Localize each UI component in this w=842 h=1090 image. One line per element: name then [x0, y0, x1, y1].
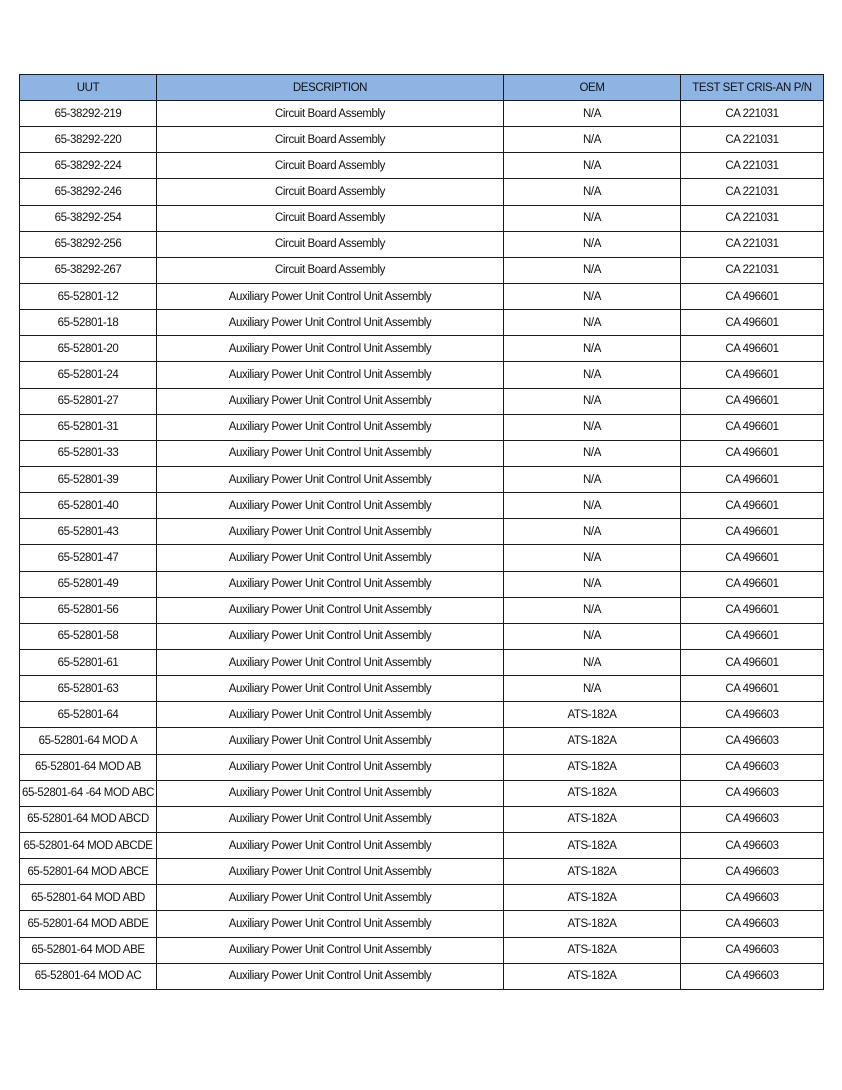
uut-cell: 65-52801-24 — [20, 362, 157, 388]
oem-cell: N/A — [504, 519, 681, 545]
description-cell: Auxiliary Power Unit Control Unit Assembly — [157, 937, 504, 963]
uut-cell: 65-52801-43 — [20, 519, 157, 545]
table-row — [20, 702, 824, 728]
description-cell: Auxiliary Power Unit Control Unit Assembly — [157, 310, 504, 336]
table-row — [20, 806, 824, 832]
uut-cell: 65-52801-33 — [20, 440, 157, 466]
table-row — [20, 545, 824, 571]
oem-cell: N/A — [504, 623, 681, 649]
test-set-cell: CA 496603 — [681, 911, 824, 937]
test-set-cell: CA 496603 — [681, 754, 824, 780]
description-cell: Auxiliary Power Unit Control Unit Assembly — [157, 623, 504, 649]
table-row — [20, 754, 824, 780]
test-set-cell: CA 496601 — [681, 493, 824, 519]
uut-cell: 65-52801-64 MOD ABCD — [20, 806, 157, 832]
uut-cell: 65-52801-40 — [20, 493, 157, 519]
uut-cell: 65-52801-64 MOD ABE — [20, 937, 157, 963]
description-cell: Auxiliary Power Unit Control Unit Assembly — [157, 336, 504, 362]
description-cell: Circuit Board Assembly — [157, 101, 504, 127]
test-set-cell: CA 496603 — [681, 832, 824, 858]
test-set-cell: CA 496601 — [681, 623, 824, 649]
uut-cell: 65-52801-47 — [20, 545, 157, 571]
uut-cell: 65-38292-267 — [20, 257, 157, 283]
test-set-cell: CA 496601 — [681, 362, 824, 388]
oem-cell: ATS-182A — [504, 780, 681, 806]
table-body — [20, 101, 824, 990]
description-cell: Circuit Board Assembly — [157, 153, 504, 179]
table-row — [20, 911, 824, 937]
description-cell: Auxiliary Power Unit Control Unit Assembly — [157, 466, 504, 492]
oem-cell: N/A — [504, 231, 681, 257]
oem-cell: N/A — [504, 153, 681, 179]
table-row — [20, 649, 824, 675]
oem-cell: ATS-182A — [504, 728, 681, 754]
test-set-cell: CA 496601 — [681, 310, 824, 336]
description-cell: Auxiliary Power Unit Control Unit Assembly — [157, 597, 504, 623]
col-header-test-set: TEST SET CRIS-AN P/N — [681, 75, 824, 101]
oem-cell: ATS-182A — [504, 806, 681, 832]
table-row — [20, 231, 824, 257]
table-row — [20, 885, 824, 911]
description-cell: Auxiliary Power Unit Control Unit Assembly — [157, 911, 504, 937]
table-row — [20, 623, 824, 649]
oem-cell: N/A — [504, 336, 681, 362]
description-cell: Auxiliary Power Unit Control Unit Assembly — [157, 754, 504, 780]
description-cell: Auxiliary Power Unit Control Unit Assembly — [157, 885, 504, 911]
description-cell: Auxiliary Power Unit Control Unit Assembly — [157, 859, 504, 885]
table-row — [20, 440, 824, 466]
test-set-cell: CA 496601 — [681, 649, 824, 675]
oem-cell: N/A — [504, 571, 681, 597]
uut-cell: 65-52801-64 MOD AC — [20, 963, 157, 989]
uut-cell: 65-52801-64 MOD A — [20, 728, 157, 754]
oem-cell: ATS-182A — [504, 885, 681, 911]
table-row — [20, 571, 824, 597]
test-set-cell: CA 496601 — [681, 440, 824, 466]
uut-cell: 65-52801-64 MOD ABCDE — [20, 832, 157, 858]
uut-cell: 65-52801-64 MOD ABDE — [20, 911, 157, 937]
table-row — [20, 362, 824, 388]
table-row — [20, 388, 824, 414]
description-cell: Auxiliary Power Unit Control Unit Assembly — [157, 571, 504, 597]
test-set-cell: CA 496603 — [681, 937, 824, 963]
oem-cell: N/A — [504, 545, 681, 571]
uut-cell: 65-38292-256 — [20, 231, 157, 257]
test-set-cell: CA 221031 — [681, 179, 824, 205]
oem-cell: N/A — [504, 283, 681, 309]
uut-cell: 65-38292-220 — [20, 127, 157, 153]
oem-cell: ATS-182A — [504, 911, 681, 937]
oem-cell: N/A — [504, 101, 681, 127]
test-set-cell: CA 496603 — [681, 806, 824, 832]
uut-cell: 65-38292-224 — [20, 153, 157, 179]
oem-cell: N/A — [504, 179, 681, 205]
uut-cell: 65-52801-49 — [20, 571, 157, 597]
oem-cell: ATS-182A — [504, 832, 681, 858]
oem-cell: N/A — [504, 257, 681, 283]
uut-cell: 65-52801-27 — [20, 388, 157, 414]
description-cell: Circuit Board Assembly — [157, 257, 504, 283]
table-row — [20, 937, 824, 963]
table-row — [20, 597, 824, 623]
test-set-cell: CA 496601 — [681, 571, 824, 597]
table-row — [20, 127, 824, 153]
table-row — [20, 336, 824, 362]
oem-cell: ATS-182A — [504, 963, 681, 989]
uut-cell: 65-52801-18 — [20, 310, 157, 336]
test-set-cell: CA 496601 — [681, 466, 824, 492]
test-set-cell: CA 496603 — [681, 780, 824, 806]
table-row — [20, 728, 824, 754]
uut-cell: 65-52801-12 — [20, 283, 157, 309]
test-set-cell: CA 496603 — [681, 885, 824, 911]
uut-cell: 65-52801-56 — [20, 597, 157, 623]
table-row — [20, 205, 824, 231]
description-cell: Auxiliary Power Unit Control Unit Assembly — [157, 545, 504, 571]
description-cell: Auxiliary Power Unit Control Unit Assembly — [157, 414, 504, 440]
uut-cell: 65-38292-254 — [20, 205, 157, 231]
test-set-cell: CA 496601 — [681, 414, 824, 440]
description-cell: Auxiliary Power Unit Control Unit Assembly — [157, 493, 504, 519]
uut-cell: 65-52801-64 — [20, 702, 157, 728]
table-row — [20, 780, 824, 806]
table-row — [20, 414, 824, 440]
test-set-cell: CA 496601 — [681, 283, 824, 309]
table-row — [20, 676, 824, 702]
oem-cell: ATS-182A — [504, 937, 681, 963]
oem-cell: N/A — [504, 127, 681, 153]
description-cell: Auxiliary Power Unit Control Unit Assembly — [157, 676, 504, 702]
oem-cell: N/A — [504, 440, 681, 466]
oem-cell: N/A — [504, 493, 681, 519]
description-cell: Auxiliary Power Unit Control Unit Assembly — [157, 780, 504, 806]
table-row — [20, 310, 824, 336]
oem-cell: N/A — [504, 414, 681, 440]
table-row — [20, 963, 824, 989]
table-row — [20, 283, 824, 309]
test-set-cell: CA 221031 — [681, 127, 824, 153]
test-set-cell: CA 221031 — [681, 231, 824, 257]
test-set-cell: CA 496601 — [681, 519, 824, 545]
table-row — [20, 257, 824, 283]
table-row — [20, 832, 824, 858]
oem-cell: N/A — [504, 362, 681, 388]
header-row — [20, 75, 824, 101]
table-row — [20, 493, 824, 519]
oem-cell: N/A — [504, 310, 681, 336]
uut-cell: 65-52801-64 -64 MOD ABC — [20, 780, 157, 806]
table-row — [20, 179, 824, 205]
test-set-cell: CA 496601 — [681, 336, 824, 362]
table-row — [20, 466, 824, 492]
description-cell: Auxiliary Power Unit Control Unit Assembly — [157, 362, 504, 388]
test-set-cell: CA 496601 — [681, 545, 824, 571]
uut-cell: 65-38292-219 — [20, 101, 157, 127]
uut-cell: 65-52801-64 MOD AB — [20, 754, 157, 780]
oem-cell: N/A — [504, 466, 681, 492]
description-cell: Auxiliary Power Unit Control Unit Assembly — [157, 806, 504, 832]
uut-cell: 65-52801-31 — [20, 414, 157, 440]
uut-cell: 65-52801-58 — [20, 623, 157, 649]
test-set-cell: CA 496601 — [681, 597, 824, 623]
table-row — [20, 859, 824, 885]
oem-cell: N/A — [504, 676, 681, 702]
oem-cell: ATS-182A — [504, 754, 681, 780]
test-set-cell: CA 221031 — [681, 153, 824, 179]
oem-cell: N/A — [504, 649, 681, 675]
description-cell: Auxiliary Power Unit Control Unit Assembly — [157, 440, 504, 466]
description-cell: Auxiliary Power Unit Control Unit Assembly — [157, 649, 504, 675]
oem-cell: N/A — [504, 597, 681, 623]
description-cell: Auxiliary Power Unit Control Unit Assembly — [157, 388, 504, 414]
uut-cell: 65-52801-39 — [20, 466, 157, 492]
test-set-cell: CA 496603 — [681, 728, 824, 754]
col-header-description: DESCRIPTION — [157, 75, 504, 101]
description-cell: Auxiliary Power Unit Control Unit Assembly — [157, 283, 504, 309]
description-cell: Circuit Board Assembly — [157, 127, 504, 153]
uut-cell: 65-52801-64 MOD ABCE — [20, 859, 157, 885]
table-row — [20, 519, 824, 545]
test-set-cell: CA 496603 — [681, 702, 824, 728]
test-set-cell: CA 221031 — [681, 257, 824, 283]
uut-cell: 65-52801-63 — [20, 676, 157, 702]
oem-cell: ATS-182A — [504, 702, 681, 728]
test-set-cell: CA 496603 — [681, 963, 824, 989]
uut-cell: 65-52801-20 — [20, 336, 157, 362]
uut-table — [19, 74, 824, 990]
table-row — [20, 153, 824, 179]
table-row — [20, 101, 824, 127]
test-set-cell: CA 221031 — [681, 101, 824, 127]
description-cell: Circuit Board Assembly — [157, 179, 504, 205]
col-header-uut: UUT — [20, 75, 157, 101]
description-cell: Auxiliary Power Unit Control Unit Assembly — [157, 519, 504, 545]
test-set-cell: CA 496603 — [681, 859, 824, 885]
oem-cell: N/A — [504, 388, 681, 414]
description-cell: Auxiliary Power Unit Control Unit Assembly — [157, 963, 504, 989]
test-set-cell: CA 496601 — [681, 388, 824, 414]
description-cell: Circuit Board Assembly — [157, 205, 504, 231]
col-header-oem: OEM — [504, 75, 681, 101]
uut-cell: 65-52801-61 — [20, 649, 157, 675]
description-cell: Auxiliary Power Unit Control Unit Assembly — [157, 728, 504, 754]
description-cell: Auxiliary Power Unit Control Unit Assembly — [157, 702, 504, 728]
uut-cell: 65-38292-246 — [20, 179, 157, 205]
test-set-cell: CA 221031 — [681, 205, 824, 231]
test-set-cell: CA 496601 — [681, 676, 824, 702]
oem-cell: N/A — [504, 205, 681, 231]
uut-cell: 65-52801-64 MOD ABD — [20, 885, 157, 911]
description-cell: Auxiliary Power Unit Control Unit Assembly — [157, 832, 504, 858]
oem-cell: ATS-182A — [504, 859, 681, 885]
description-cell: Circuit Board Assembly — [157, 231, 504, 257]
